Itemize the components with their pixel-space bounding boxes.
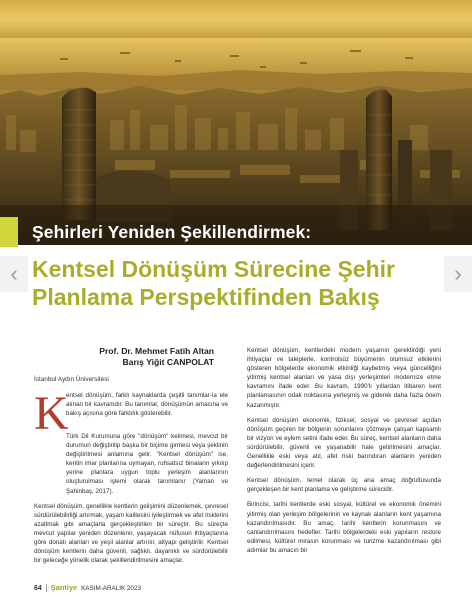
column-1-paragraph-3: Kentsel dönüşüm, genellikle kentlerin gelişimini düzenlemek, çevresel sürdürülebilirliği artırmak, yaşam kalitesini iyileştirmek ve afet risklerini azaltmak gibi amaçlarla gerçekleştirilen bir süreçtir. Bu süreçte mevcut yapılar yeniden düzenlenir, yaşayacak nüfusun ihtiyaçlarına göre donatı alanları ve yeşil alanlar artırılır, altyapı geliştirilir. Kentsel dönüşüm kentlerin daha güvenli, sağlıklı, dayanıklı ve sürdürülebilir bir geleceğe yönelik olarak şekillendirilmesini amaçlar. bbox=[34, 502, 228, 565]
author-affiliation: İstanbul Aydın Üniversitesi bbox=[34, 376, 109, 383]
column-1-paragraph-1: entsel dönüşüm, farklı kaynaklarda çeşitli tanımlar-la ele alınan bir kavramdır. Bu tanımlar, dönüşümün amacına ve bakış açısına göre farklılık gösterebilir. bbox=[66, 392, 228, 418]
column-2-paragraph-1: Kentsel dönüşüm, kentlerdeki modern yaşamın gerektirdiği yeni ihtiyaçlar ve taleplerle, kontrolsüz büyümenin olumsuz etkilerini gösteren bölgelerde ekonomik etkinliği kaybetmiş veya güncelliğini yitirmiş kentsel alanları ve yasa dışı yerleşimleri modernize etme kavramını ifade eder. Bu kavram, 1990'lı yıllardan itibaren kent planlamasının odak noktasına yerleşmiş ve giderek daha fazla önem kazanmıştır. bbox=[247, 347, 441, 409]
article-kicker: Şehirleri Yeniden Şekillendirmek: bbox=[32, 222, 312, 242]
column-2 bbox=[247, 346, 441, 561]
hero-city-photo bbox=[0, 0, 472, 245]
previous-page-button[interactable] bbox=[0, 256, 28, 292]
column-2-paragraph-2: Kentsel dönüşüm ekonomik, fiziksel, sosyal ve çevresel açıdan dönüşüm geçiren bir bölgenin sorunlarını çözmeye çalışan kapsamlı bir vizyon ve eylem setini ifade eder. Bu süreç, kentsel alanların daha sürdürülebilir, güvenli ve yaşanabilir hale getirilmesini amaçlar. Genellikle eski veya atıl, afet riski barındıran alanların yeniden değerlendirilmesini içerir. bbox=[247, 416, 441, 470]
city-skyline-illustration bbox=[0, 0, 472, 245]
column-2-paragraph-4: Birincisi, tarihi kentlerde eski sosyal, kültürel ve ekonomik önemini yitirmiş olan yerleşim bölgelerinin ve kaynak alanların kent yaşamına kazandırılmasıdır. Bu amaç, tarihi kentlerin korunmasını ve canlandırılmasını hedefler. Tarihi bölgelerdeki eski yapıların restore edilmesi, kültürel mirasın korunması ve turizme kazandırılması gibi adımlar bu amacın bir bbox=[247, 501, 441, 554]
kicker-accent-bar bbox=[0, 217, 18, 247]
article-title-line-2: Planlama Perspektifinden Bakış bbox=[32, 284, 380, 310]
column-1-body bbox=[34, 432, 228, 571]
article-title bbox=[32, 255, 452, 311]
author-primary: Prof. Dr. Mehmet Fatih Altan bbox=[99, 346, 214, 356]
chevron-left-icon: ‹ bbox=[10, 261, 18, 286]
column-1-paragraph-2: Türk Dil Kurumuna göre "dönüşüm" kelimesi, mevcut bir durumun değiştirilip başka bir biçime girmesi veya şeklinin değiştirilmesi anlamına gelir. "Kentsel dönüşüm" ise, kentin imar planlarına uymayan, ruhsatsız binaların yıkılıp yerine planlara uygun toplu yerleşim alanlarının oluşturulması işlemi olarak tanımlanır (Yaman ve Şahinbaş, 2017). bbox=[66, 433, 228, 495]
next-page-button[interactable] bbox=[444, 256, 472, 292]
author-secondary: Barış Yiğit CANPOLAT bbox=[122, 357, 214, 367]
column-1-intro bbox=[66, 391, 228, 424]
page-footer bbox=[34, 583, 141, 592]
article-title-line-1: Kentsel Dönüşüm Sürecine Şehir bbox=[32, 256, 395, 282]
issue-date: KASIM-ARALIK 2023 bbox=[81, 585, 141, 592]
magazine-name: Şantiye bbox=[50, 583, 78, 592]
footer-divider bbox=[46, 584, 47, 592]
column-2-paragraph-3: Kentsel dönüşüm, temel olarak üç ana amaç doğrultusunda gerçekleşen bir kent planlama ve geliştirme sürecidir. bbox=[247, 477, 441, 494]
chevron-right-icon: › bbox=[454, 261, 462, 286]
page-number: 64 bbox=[34, 585, 42, 592]
drop-cap: K bbox=[34, 387, 69, 440]
